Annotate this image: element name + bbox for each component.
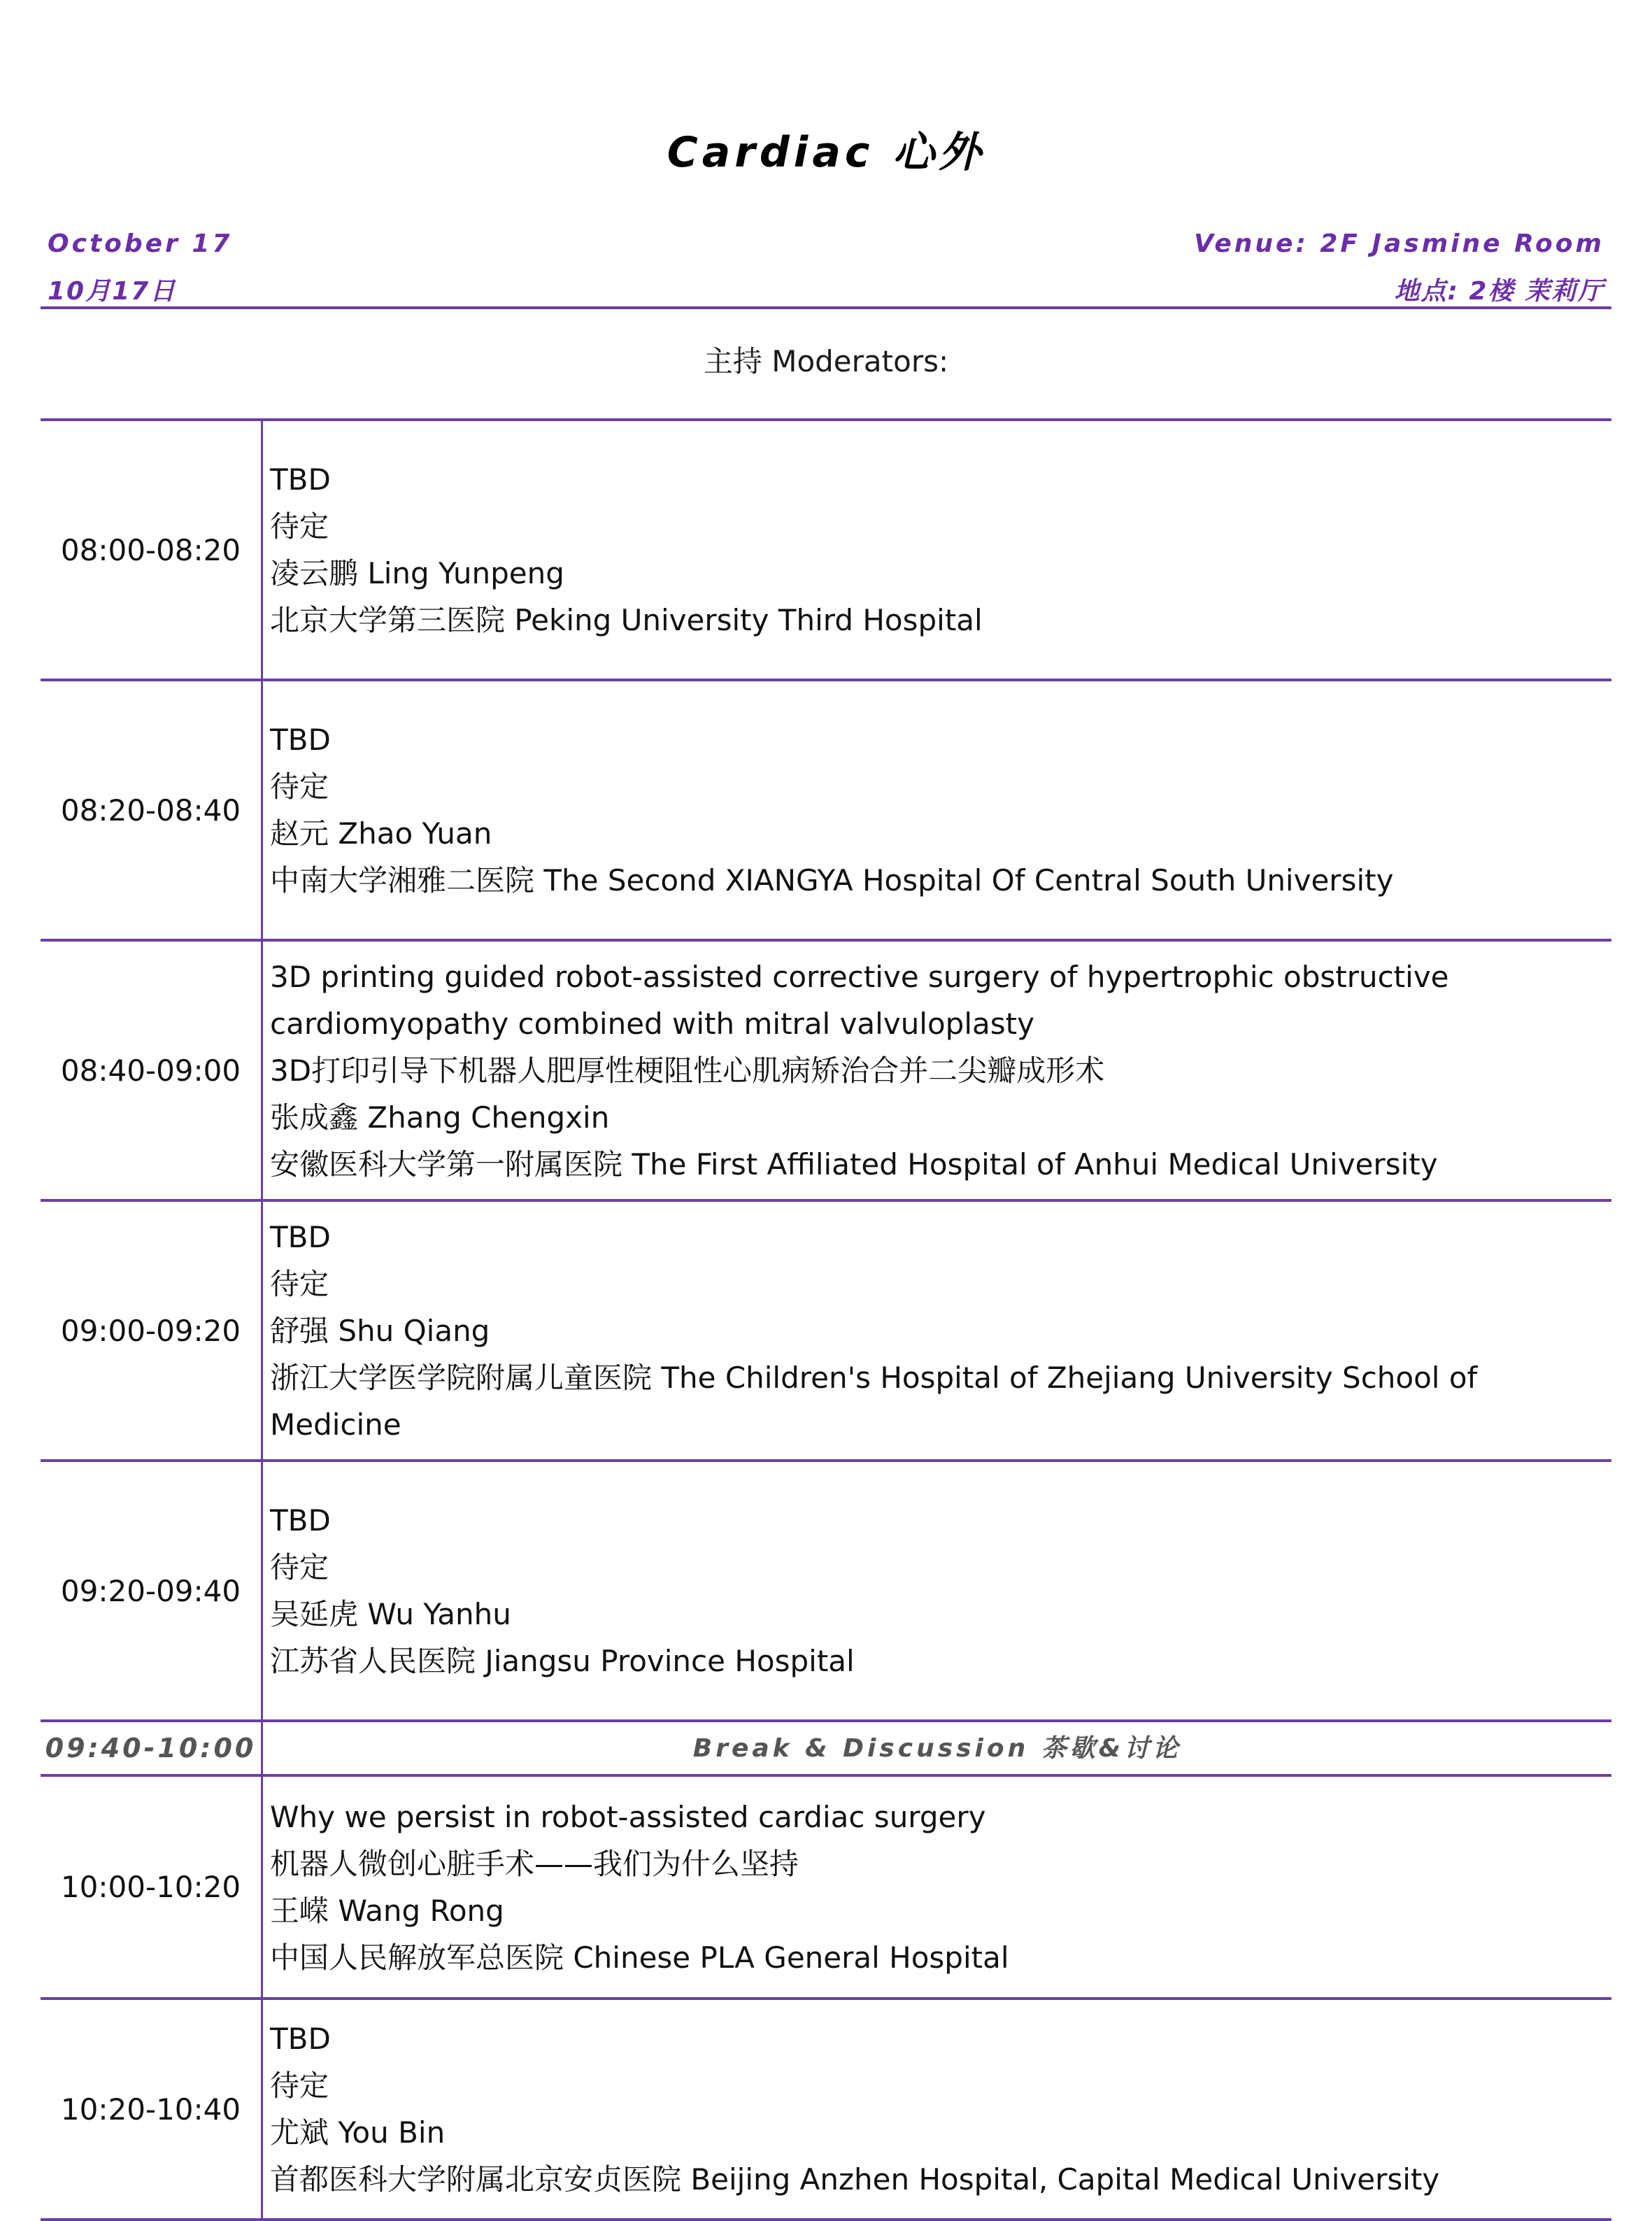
speaker-affiliation: 浙江大学医学院附属儿童医院 The Children's Hospital of Zhejiang University School of bbox=[270, 1360, 1478, 1395]
speaker-affiliation-continued: Medicine bbox=[270, 1407, 401, 1442]
session-title-cn: 待定 bbox=[270, 509, 329, 544]
session-time: 09:20-09:40 bbox=[41, 1462, 263, 1719]
session-details bbox=[263, 2000, 1611, 2218]
session-title: TBD bbox=[270, 462, 331, 497]
session-title: TBD bbox=[270, 1219, 331, 1254]
speaker-name: 舒强 Shu Qiang bbox=[270, 1313, 490, 1348]
break-label bbox=[263, 1722, 1611, 1774]
schedule-row bbox=[41, 1997, 1611, 2221]
session-title-cn: 机器人微创心脏手术——我们为什么坚持 bbox=[270, 1846, 799, 1881]
speaker-affiliation: 首都医科大学附属北京安贞医院 Beijing Anzhen Hospital, Capital Medical University bbox=[270, 2162, 1440, 2197]
session-time: 10:00-10:20 bbox=[41, 1777, 263, 1997]
session-details bbox=[263, 1777, 1611, 1997]
speaker-name: 赵元 Zhao Yuan bbox=[270, 816, 492, 851]
speaker-affiliation: 江苏省人民医院 Jiangsu Province Hospital bbox=[270, 1644, 855, 1678]
break-title: Break & Discussion 茶歇&讨论 bbox=[692, 1733, 1182, 1763]
break-time: 09:40-10:00 bbox=[41, 1722, 263, 1774]
moderators-label: 主持 Moderators: bbox=[703, 344, 949, 378]
speaker-name: 凌云鹏 Ling Yunpeng bbox=[270, 556, 564, 590]
session-details bbox=[263, 942, 1611, 1199]
speaker-name: 尤斌 You Bin bbox=[270, 2115, 446, 2150]
session-title-cn: 待定 bbox=[270, 1550, 329, 1584]
session-title-continued: cardiomyopathy combined with mitral valvuloplasty bbox=[270, 1006, 1034, 1041]
schedule-row bbox=[41, 1774, 1611, 1997]
session-details bbox=[263, 681, 1611, 939]
speaker-affiliation: 中南大学湘雅二医院 The Second XIANGYA Hospital Of Central South University bbox=[270, 863, 1394, 897]
session-title: 3D printing guided robot-assisted corrective surgery of hypertrophic obstructive bbox=[270, 959, 1449, 994]
session-details bbox=[263, 421, 1611, 679]
speaker-name: 张成鑫 Zhang Chengxin bbox=[270, 1100, 610, 1135]
schedule-row bbox=[41, 679, 1611, 939]
speaker-affiliation: 中国人民解放军总医院 Chinese PLA General Hospital bbox=[270, 1940, 1009, 1975]
venue-english: Venue: 2F Jasmine Room bbox=[1194, 229, 1604, 258]
session-details bbox=[263, 1462, 1611, 1719]
speaker-name: 王嵘 Wang Rong bbox=[270, 1893, 504, 1928]
session-title: TBD bbox=[270, 723, 331, 757]
session-details bbox=[263, 1202, 1611, 1459]
session-time: 10:20-10:40 bbox=[41, 2000, 263, 2218]
break-row bbox=[41, 1719, 1611, 1774]
speaker-name: 吴延虎 Wu Yanhu bbox=[270, 1597, 511, 1631]
session-title-cn: 3D打印引导下机器人肥厚性梗阻性心肌病矫治合并二尖瓣成形术 bbox=[270, 1053, 1105, 1088]
session-title-cn: 待定 bbox=[270, 2069, 329, 2103]
session-time: 08:00-08:20 bbox=[41, 421, 263, 679]
session-title: TBD bbox=[270, 1503, 331, 1538]
session-title-cn: 待定 bbox=[270, 1266, 329, 1301]
speaker-affiliation: 北京大学第三医院 Peking University Third Hospital bbox=[270, 603, 983, 637]
schedule-row bbox=[41, 1199, 1611, 1459]
page-title: Cardiac 心外 bbox=[667, 128, 985, 177]
session-title-cn: 待定 bbox=[270, 769, 329, 804]
date-english: October 17 bbox=[48, 229, 233, 258]
session-time: 08:20-08:40 bbox=[41, 681, 263, 939]
session-time: 08:40-09:00 bbox=[41, 942, 263, 1199]
schedule-row bbox=[41, 1459, 1611, 1719]
session-title: TBD bbox=[270, 2022, 331, 2056]
date-chinese: 10月17日 bbox=[48, 277, 177, 306]
header-divider bbox=[41, 306, 1611, 309]
schedule-row bbox=[41, 418, 1611, 679]
schedule-table bbox=[41, 418, 1611, 2221]
session-title: Why we persist in robot-assisted cardiac surgery bbox=[270, 1799, 986, 1834]
schedule-row bbox=[41, 939, 1611, 1199]
session-time: 09:00-09:20 bbox=[41, 1202, 263, 1459]
speaker-affiliation: 安徽医科大学第一附属医院 The First Affiliated Hospital of Anhui Medical University bbox=[270, 1147, 1438, 1182]
venue-chinese: 地点: 2楼 茉莉厅 bbox=[1394, 277, 1604, 306]
